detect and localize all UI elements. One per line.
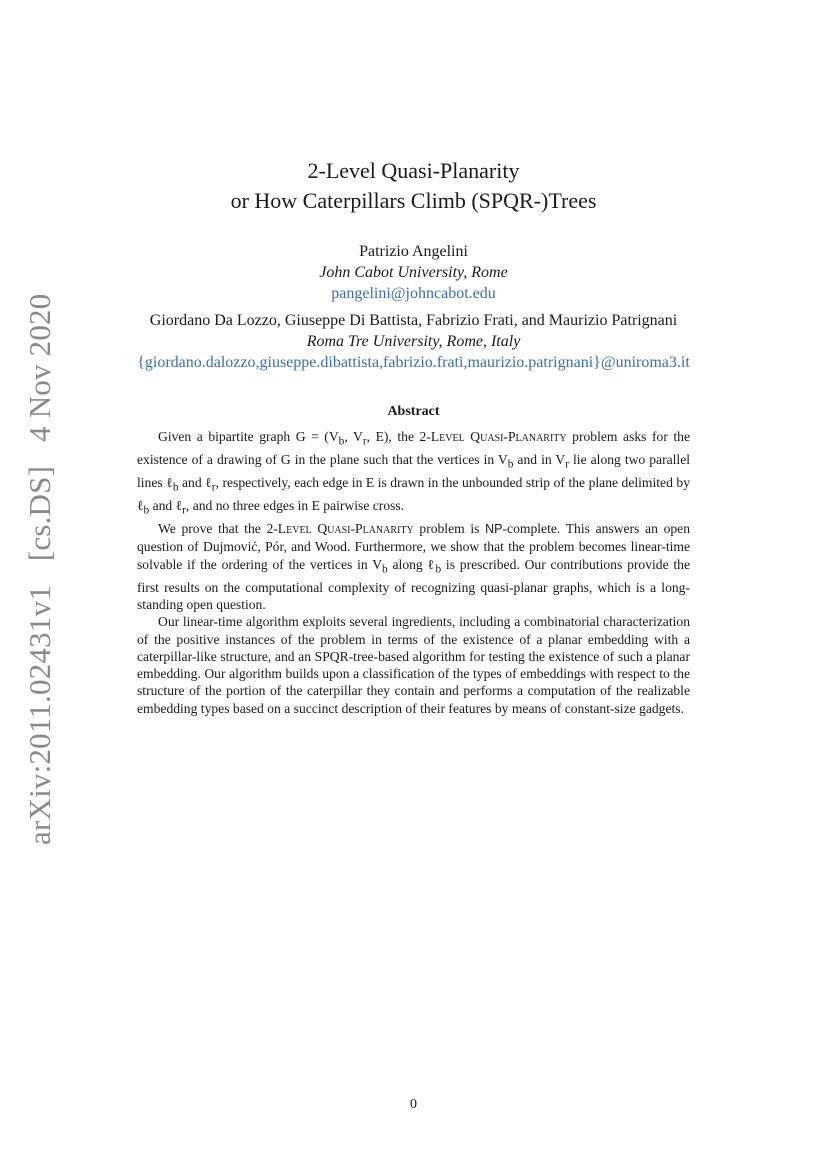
problem-name: 2-Level Quasi-Planarity [266,521,414,537]
arxiv-id[interactable]: arXiv:2011.02431v1 [22,585,57,845]
author-block-2 [0,310,827,373]
author-affiliation: John Cabot University, Rome [319,264,508,281]
author-email-link[interactable]: {giordano.dalozzo,giuseppe.dibattista,fabrizio.frati,maurizio.patrignani}@uniroma3.it [137,354,690,371]
abstract-paragraph-3: Our linear-time algorithm exploits several ingredients, including a combinatorial characterization of the positive instances of the problem in terms of the existence of a planar embedding with a caterpillar-like structure, and an SPQR-tree-based algorithm for testing the existence of such a planar embedding. Our algorithm builds upon a classification of the types of embeddings with respect to the structure of the portion of the caterpillar they contain and performs a computation of the realizable embedding types based on a succinct description of their features by means of constant-size gadgets. [137,614,690,716]
author-affiliation: Roma Tre University, Rome, Italy [306,333,521,350]
abstract-body [137,428,690,717]
author-block-1 [0,241,827,304]
paper-title [0,156,827,216]
page-number: 0 [410,1097,417,1112]
abstract-heading: Abstract [387,404,440,419]
arxiv-category: [cs.DS] [22,465,57,562]
arxiv-identifier-stamp [22,293,62,845]
abstract-paragraph-2: We prove that the 2-Level Quasi-Planarity problem is NP-complete. This answers an open question of Dujmović, Pór, and Wood. Furthermore, we show that the problem becomes linear-time solvable if the ordering of the vertices in $V_b$ along ℓ$_b$ is prescribed. Our contributions provide the first results on the computational complexity of recognizing quasi-planar graphs, which is a long-standing open question. [137,521,691,612]
problem-name: 2-Level Quasi-Planarity [419,429,567,444]
title-line-1: 2-Level Quasi-Planarity [307,158,520,183]
author-names: Giordano Da Lozzo, Giuseppe Di Battista, Fabrizio Frati, and Maurizio Patrignani [149,312,678,329]
author-email-link[interactable]: pangelini@johncabot.edu [331,285,496,302]
np-class: NP [485,522,503,537]
arxiv-date: 4 Nov 2020 [22,293,57,442]
title-line-2: or How Caterpillars Climb (SPQR-)Trees [230,188,597,213]
author-names: Patrizio Angelini [359,243,468,260]
abstract-paragraph-1: Given a bipartite graph $G = (V_b$, $V_r$, E), the 2-Level Quasi-Planarity problem asks for the existence of a drawing of G in the plane such that the vertices in $V_b$ and in $V_r$ lie along two parallel lines ℓ$_b$ and ℓ$_r$, respectively, each edge in E is drawn in the unbounded strip of the plane delimited by ℓ$_b$ and ℓ$_r$, and no three edges in E pairwise cross. [137,429,691,517]
